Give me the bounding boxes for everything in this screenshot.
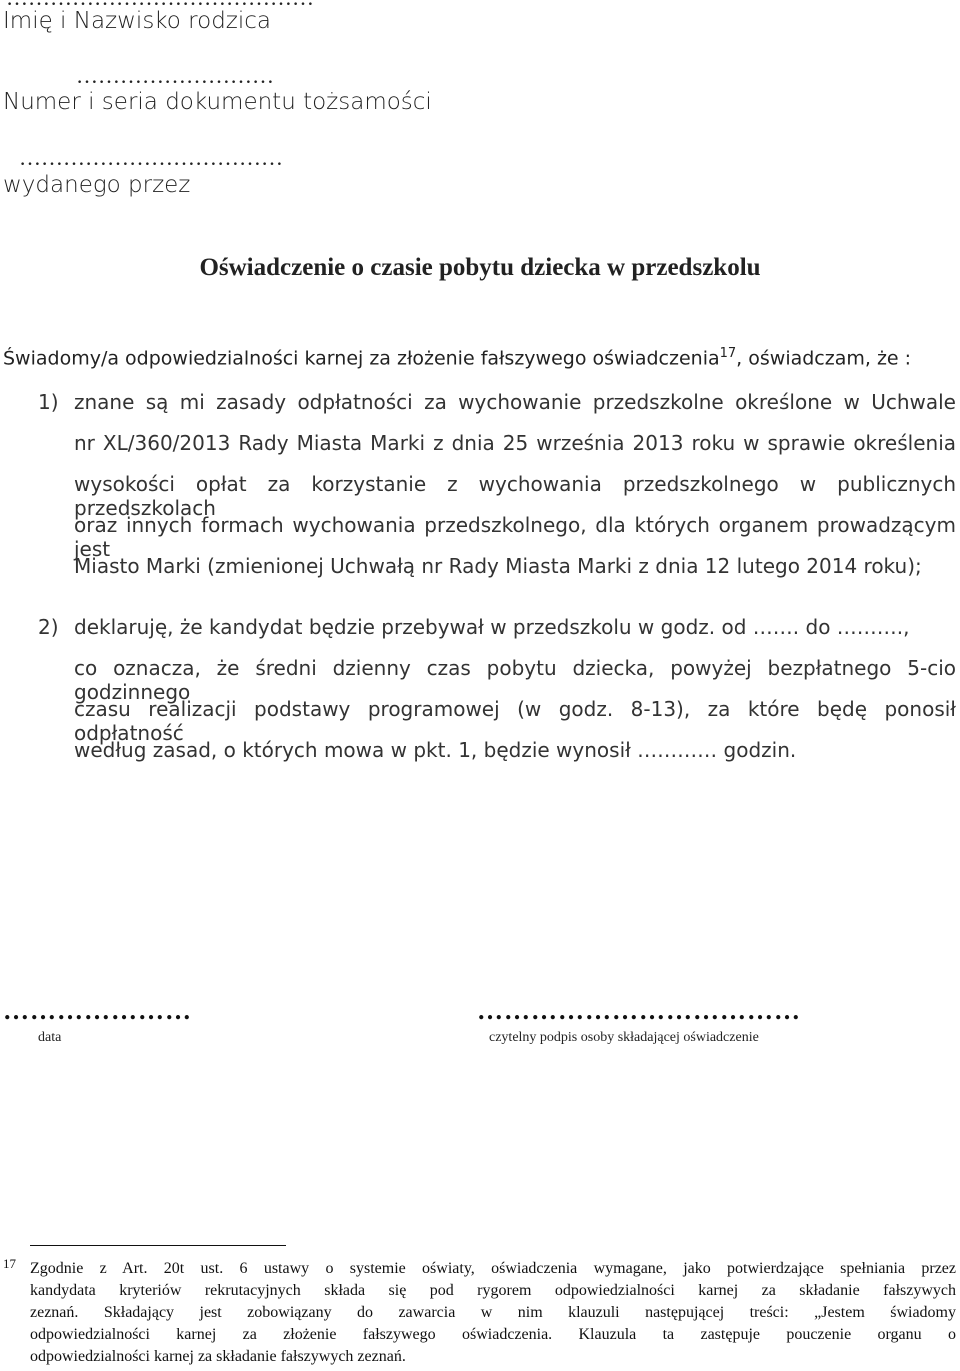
- signature-label: czytelny podpis osoby składającej oświadczenie: [489, 1030, 759, 1045]
- footnote-reference: 17: [719, 346, 737, 361]
- signature-dots: ………………………………: [477, 996, 801, 1025]
- footnote-line: kandydata kryteriów rekrutacyjnych składa się pod rygorem odpowiedzialności karnej za składanie fałszywych: [30, 1282, 956, 1299]
- footnote-line: odpowiedzialności karnej za złożenie fałszywego oświadczenia. Klauzula ta zastępuje pouczenie organu o: [30, 1326, 956, 1343]
- point-1-line: oraz innych formach wychowania przedszkolnego, dla których organem prowadzącym jest: [74, 513, 956, 561]
- point-1-number: 1): [38, 390, 59, 414]
- point-2-line: czasu realizacji podstawy programowej (w godz. 8-13), za które będę ponosił odpłatność: [74, 697, 956, 745]
- issued-by-label: wydanego przez: [3, 172, 191, 198]
- point-1-line: wysokości opłat za korzystanie z wychowania przedszkolnego w publicznych przedszkolach: [74, 472, 956, 520]
- point-1-line: nr XL/360/2013 Rady Miasta Marki z dnia 25 września 2013 roku w sprawie określenia: [74, 431, 956, 455]
- point-2-number: 2): [38, 615, 59, 639]
- point-2-line: co oznacza, że średni dzienny czas pobytu dziecka, powyżej bezpłatnego 5-cio godzinnego: [74, 656, 956, 704]
- point-2-line: według zasad, o których mowa w pkt. 1, będzie wynosił ………… godzin.: [74, 738, 797, 762]
- id-document-label: Numer i seria dokumentu tożsamości: [3, 89, 432, 115]
- point-1-line: Miasto Marki (zmienionej Uchwałą nr Rady Miasta Marki z dnia 12 lutego 2014 roku);: [74, 554, 922, 578]
- parent-name-label: Imię i Nazwisko rodzica: [3, 8, 272, 34]
- intro-text-end: , oświadczam, że :: [736, 347, 912, 370]
- intro-text: Świadomy/a odpowiedzialności karnej za złożenie fałszywego oświadczenia: [3, 347, 720, 370]
- id-document-dots: ………………………: [76, 63, 274, 88]
- point-1-line: znane są mi zasady odpłatności za wychowanie przedszkolne określone w Uchwale: [74, 390, 956, 414]
- intro-statement: [3, 346, 911, 369]
- footnote-separator: [30, 1245, 286, 1246]
- footnote-line: Zgodnie z Art. 20t ust. 6 ustawy o systemie oświaty, oświadczenia wymagane, jako potwierdzające spełniania przez: [30, 1260, 956, 1277]
- document-title: Oświadczenie o czasie pobytu dziecka w przedszkolu: [199, 254, 761, 281]
- footnote-number: [3, 1253, 16, 1281]
- issued-by-dots: ………………………………: [19, 145, 283, 170]
- point-2-line: deklaruję, że kandydat będzie przebywał w przedszkolu w godz. od ……. do ……….,: [74, 615, 910, 639]
- date-dots: …………………: [3, 996, 192, 1025]
- footnote-line: zeznań. Składający jest zobowiązany do zawarcia w nim klauzuli następującej treści: „Jestem świadomy: [30, 1304, 956, 1321]
- footnote-marker: 17: [3, 1256, 16, 1271]
- footnote-line: odpowiedzialności karnej za składanie fałszywych zeznań.: [30, 1348, 406, 1365]
- date-label: data: [38, 1030, 62, 1045]
